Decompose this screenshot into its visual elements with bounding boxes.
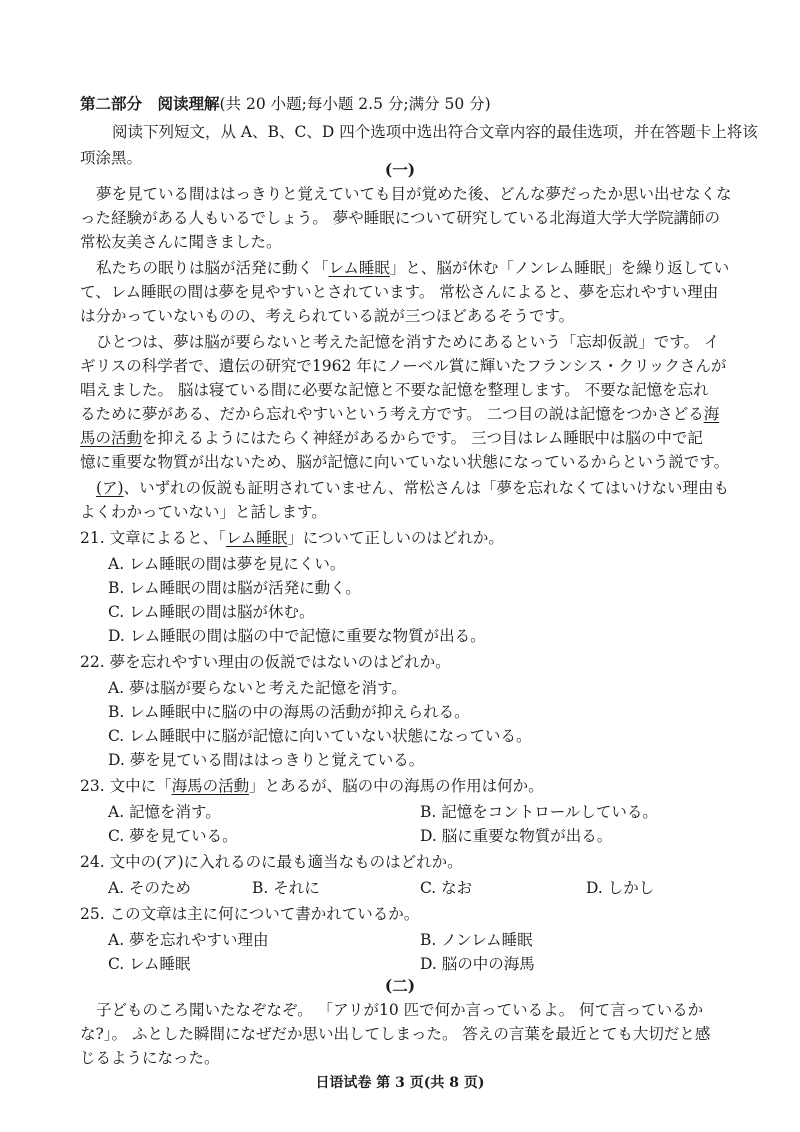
question-23-option-c: C. 夢を見ている。 xyxy=(108,827,238,845)
question-25-option-b: B. ノンレム睡眠 xyxy=(420,931,533,949)
question-24-option-c: C. なお xyxy=(420,879,473,897)
underlined-term-hippocampus-2: 馬の活動 xyxy=(80,429,143,447)
underlined-term: レム睡眠 xyxy=(225,529,288,547)
underlined-term-hippocampus-1: 海 xyxy=(703,405,720,423)
blank-marker-a: (ア) xyxy=(96,479,124,497)
passage1-line: よくわかっていない」と話します。 xyxy=(80,503,327,521)
text-fragment: 23. 文中に「 xyxy=(80,777,172,795)
page-footer: 日语试卷 第 3 页(共 8 页) xyxy=(315,1075,485,1091)
underlined-term-rem-sleep: レム睡眠 xyxy=(328,259,390,277)
underlined-term: 海馬の活動 xyxy=(171,777,250,795)
question-23-stem xyxy=(80,776,544,796)
passage1-line xyxy=(96,258,729,278)
passage2-heading: (二) xyxy=(384,976,416,995)
text-fragment: 」とあるが、脳の中の海馬の作用は何か。 xyxy=(249,777,544,795)
text-fragment: 」について正しいのはどれか。 xyxy=(287,529,504,547)
text-fragment: るために夢がある、だから忘れやすいという考え方です。 二つ目の説は記憶をつかさどる xyxy=(80,405,704,423)
question-23-option-a: A. 記憶を消す。 xyxy=(108,803,221,821)
question-22-option-d: D. 夢を見ている間ははっきりと覚えている。 xyxy=(108,751,425,769)
text-fragment: を抑えるようにはたらく神経があるからです。 三つ目はレム睡眠中は脳の中で記 xyxy=(142,429,703,447)
text-fragment: 」と、脳が休む「ノンレム睡眠」を繰り返してい xyxy=(389,259,730,277)
question-21-option-b: B. レム睡眠の間は脳が活発に動く。 xyxy=(108,579,361,597)
question-24-option-a: A. そのため xyxy=(108,879,192,897)
question-21-stem xyxy=(80,528,504,548)
section-note: (共 20 小题;每小题 2.5 分;满分 50 分) xyxy=(219,95,491,113)
passage2-line: な?」。 ふとした瞬間になぜだか思い出してしまった。 答えの言葉を最近とても大切だと感 xyxy=(80,1025,711,1043)
passage1-line xyxy=(80,428,703,448)
question-23-option-b: B. 記憶をコントロールしている。 xyxy=(420,803,658,821)
question-24-stem: 24. 文中の(ア)に入れるのに最も適当なものはどれか。 xyxy=(80,853,463,871)
text-fragment: 21. 文章によると、「 xyxy=(80,529,226,547)
passage1-line xyxy=(96,478,729,498)
question-25-stem: 25. この文章は主に何について書かれているか。 xyxy=(80,905,420,923)
question-22-option-b: B. レム睡眠中に脳の中の海馬の活動が抑えられる。 xyxy=(108,703,470,721)
question-25-option-c: C. レム睡眠 xyxy=(108,955,191,973)
question-22-stem: 22. 夢を忘れやすい理由の仮説ではないのはどれか。 xyxy=(80,653,451,671)
instruction-line-2: 项涂黑。 xyxy=(80,149,143,167)
question-22-option-c: C. レム睡眠中に脳が記憶に向いていない状態になっている。 xyxy=(108,727,532,745)
section-title: 第二部分 阅读理解 xyxy=(80,94,220,113)
text-fragment: 私たちの眠りは脳が活発に動く「 xyxy=(96,259,329,277)
passage2-line: じるようになった。 xyxy=(80,1049,220,1067)
instruction-line-1: 阅读下列短文，从 A、B、C、D 四个选项中选出符合文章内容的最佳选项，并在答题卡上将该 xyxy=(112,123,758,141)
text-fragment: 、いずれの仮説も証明されていません、常松さんは「夢を忘れなくてはいけない理由も xyxy=(123,479,730,497)
question-23-option-d: D. 脳に重要な物質が出る。 xyxy=(420,827,613,845)
passage1-line: 夢を見ている間ははっきりと覚えていても目が覚めた後、どんな夢だったか思い出せなくな xyxy=(96,185,732,203)
passage1-line: 憶に重要な物質が出ないため、脳が記憶に向いていない状態になっているからという説です。 xyxy=(80,453,730,471)
question-21-option-a: A. レム睡眠の間は夢を見にくい。 xyxy=(108,555,346,573)
passage1-line: て、レム睡眠の間は夢を見やすいとされています。 常松さんによると、夢を忘れやすい理由 xyxy=(80,283,719,301)
passage2-line: 子どものころ聞いたなぞなぞ。 「アリが10 匹で何か言っているよ。 何て言っているか xyxy=(96,1001,704,1019)
question-22-option-a: A. 夢は脳が要らないと考えた記憶を消す。 xyxy=(108,679,407,697)
passage1-line: ギリスの科学者で、遺伝の研究で1962 年にノーベル賞に輝いたフランシス・クリックさんが xyxy=(80,357,727,375)
passage1-line xyxy=(80,404,719,424)
section-header xyxy=(80,94,491,114)
passage1-heading: (一) xyxy=(384,160,416,179)
question-21-option-c: C. レム睡眠の間は脳が休む。 xyxy=(108,603,315,621)
passage1-line: ひとつは、夢は脳が要らないと考えた記憶を消すためにあるという「忘却仮説」です。 イ xyxy=(96,333,720,351)
question-25-option-a: A. 夢を忘れやすい理由 xyxy=(108,931,269,949)
question-25-option-d: D. 脳の中の海馬 xyxy=(420,955,535,973)
passage1-line: った経験がある人もいるでしょう。 夢や睡眠について研究している北海道大学大学院講師の xyxy=(80,209,720,227)
passage1-line: 常松友美さんに聞きました。 xyxy=(80,233,282,251)
question-24-option-d: D. しかし xyxy=(586,879,655,897)
passage1-line: は分かっていないものの、考えられている説が三つほどあるそうです。 xyxy=(80,307,575,325)
passage1-line: 唱えました。 脳は寝ている間に必要な記憶と不要な記憶を整理します。 不要な記憶を忘れ xyxy=(80,381,709,399)
question-21-option-d: D. レム睡眠の間は脳の中で記憶に重要な物質が出る。 xyxy=(108,627,486,645)
question-24-option-b: B. それに xyxy=(252,879,320,897)
